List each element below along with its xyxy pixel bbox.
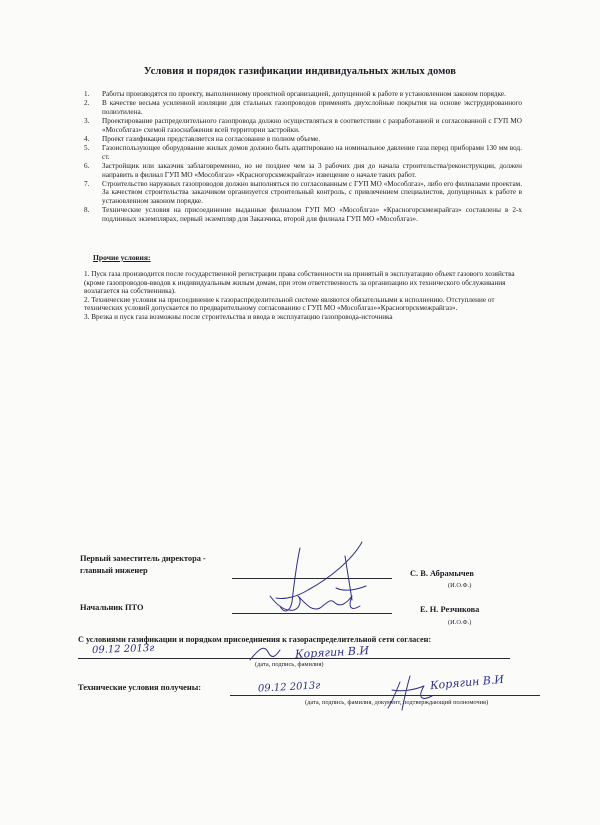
other-condition: 3. Врезка и пуск газа возможны после строительства и ввода в эксплуатацию газопровода-источника [84,312,393,321]
condition-item: 5. Газоиспользующее оборудование жилых домов должно быть адаптировано на номинальное давление газа перед приборами 130 мм вод. ст. [84,144,522,161]
received-label: Технические условия получены: [78,683,202,692]
agreement-caption: (дата, подпись, фамилия) [255,661,324,668]
received-name: Корягин В.И [429,672,505,693]
agreement-name: Корягин В.И [294,644,370,661]
deputy-signature-icon [276,542,366,611]
agreement-date: 09.12 2013г [91,642,155,657]
document-title: Условия и порядок газификации индивидуальных жилых домов [143,66,457,77]
condition-item: 3. Проектирование распределительного газопровода должно осуществляться в соответствии с разработанной и согласованной с ГУП МО «Мособлгаз» схемой газоснабжения всей территории застройки. [84,117,522,134]
deputy-caption: (И.О.Ф.) [448,582,472,589]
deputy-title-line1: Первый заместитель директора - [80,554,206,563]
condition-item: 4. Проект газификации представляется на согласование в полном объеме. [84,135,321,144]
agreement-mark-icon [250,648,280,660]
pto-name: Е. Н. Резчикова [420,605,480,614]
condition-item: 8. Технические условия на присоединение выданные филиалом ГУП МО «Мособлгаз» «Красногорскмежрайгаз» составлены в 2-х подлинных экземплярах, первый экземпляр для Заказчика, второй для филиала ГУП МО «Мособлгаз». [84,206,522,223]
deputy-title-line2: главный инженер [80,566,148,575]
agreement-label: С условиями газификации и порядком присоединения к газораспределительной сети согласен: [78,635,432,644]
condition-item: 2. В качестве весьма усиленной изоляции для стальных газопроводов применять двухслойные покрытия на основе экструдированного полиэтилена. [84,99,522,116]
pto-title: Начальник ПТО [80,603,144,612]
condition-item: 1. Работы производятся по проекту, выполненному проектной организацией, допущенной к работе в установленном законом порядке. [84,90,506,98]
other-condition: 2. Технические условия на присоединение к газораспределительной системе являются обязательными к исполнению. Отступление от технических условий допускается по предварительному согласованию с ГУП МО «Мособлгаз»«Красногорскмежрайгаз». [84,295,495,312]
received-date: 09.12 2013г [257,680,321,695]
deputy-name: С. В. Абрамычев [410,569,474,578]
other-condition: 1. Пуск газа производится после государственной регистрации права собственности на принятый в эксплуатацию объект газового хозяйства (кроме газопроводов-вводов к индивидуальным жилым домам, при этом ответственность за организацию их технического обслуживания возлагается на собственника). [84,270,515,295]
received-signature-icon [388,676,432,710]
pto-caption: (И.О.Ф.) [448,619,472,626]
condition-item: 7. Строительство наружных газопроводов должно выполняться по согласованным с ГУП МО «Мособлгаз», либо его филиалами проектам. За качеством строительства заказчиком организуется строительный контроль, с привлечением специалистов, допущенных к работе в установленном законом порядке. [84,180,522,205]
other-conditions-heading: Прочие условия: [93,253,151,262]
received-caption: (дата, подпись, фамилия, документ, подтверждающий полномочия) [305,699,489,706]
condition-item: 6. Застройщик или заказчик заблаговременно, но не позднее чем за 3 рабочих дня до начала строительства/реконструкции, должен направить в филиал ГУП МО «Мособлгаз» «Красногорскмежрайгаз» извещение о начале таких работ. [84,162,522,179]
